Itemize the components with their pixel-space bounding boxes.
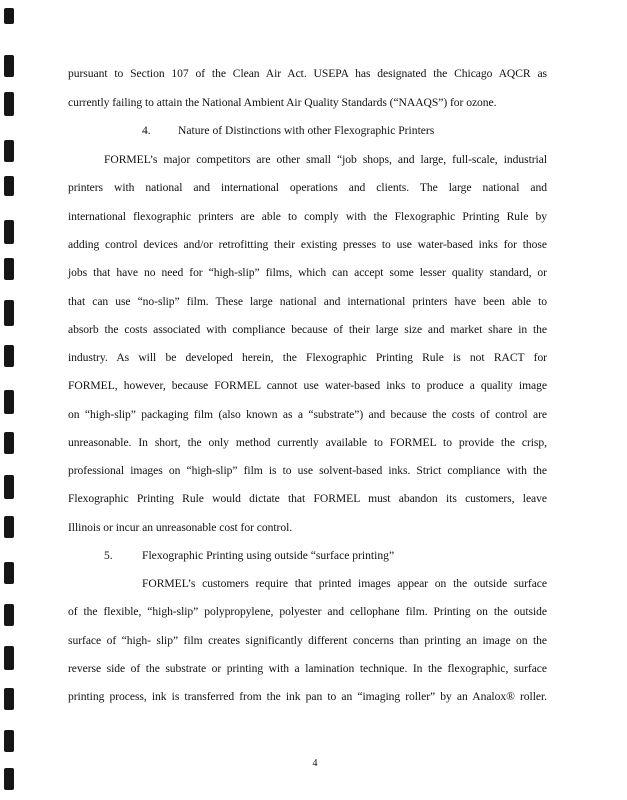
binding-mark (4, 390, 14, 414)
body-text-line: industry. As will be developed herein, the Flexographic Printing Rule is not RACT for (68, 351, 547, 364)
body-text-line: unreasonable. In short, the only method currently available to FORMEL to provide the crisp, (68, 436, 547, 449)
body-text-line: surface of “high- slip” film creates significantly different concerns than printing an image on the (68, 634, 547, 647)
binding-mark (4, 176, 14, 196)
binding-mark (4, 300, 14, 326)
binding-mark (4, 646, 14, 670)
body-text-line: Flexographic Printing Rule would dictate that FORMEL must abandon its customers, leave (68, 492, 547, 505)
binding-mark (4, 55, 14, 77)
body-text-line: currently failing to attain the National Ambient Air Quality Standards (“NAAQS”) for ozone. (68, 96, 497, 109)
binding-mark (4, 8, 14, 24)
body-text-line: of the flexible, “high-slip” polypropylene, polyester and cellophane film. Printing on the outside (68, 605, 547, 618)
body-text-line: printers with national and international operations and clients. The large national and (68, 181, 547, 194)
body-text-line: Illinois or incur an unreasonable cost for control. (68, 521, 293, 534)
binding-mark (4, 220, 14, 244)
binding-marks (4, 0, 18, 800)
body-text-line: jobs that have no need for “high-slip” films, which can accept some lesser quality standard, or (68, 266, 547, 279)
body-text-line: reverse side of the substrate or printing with a lamination technique. In the flexographic, surface (68, 662, 547, 675)
body-text-line: FORMEL’s customers require that printed images appear on the outside surface (142, 577, 547, 590)
binding-mark (4, 140, 14, 162)
body-text-line: printing process, ink is transferred from the ink pan to an “imaging roller” by an Analox® roller. (68, 690, 547, 703)
binding-mark (4, 604, 14, 626)
body-text-line: adding control devices and/or retrofitting their existing presses to use water-based inks for those (68, 238, 547, 251)
section-heading: Nature of Distinctions with other Flexographic Printers (178, 124, 435, 137)
binding-mark (4, 562, 14, 584)
binding-mark (4, 258, 14, 280)
body-text-line: on “high-slip” packaging film (also known as a “substrate”) and because the costs of control are (68, 408, 547, 421)
body-text-line: pursuant to Section 107 of the Clean Air Act. USEPA has designated the Chicago AQCR as (68, 67, 547, 80)
body-text-line: international flexographic printers are able to comply with the Flexographic Printing Rule by (68, 210, 547, 223)
binding-mark (4, 730, 14, 752)
body-text-line: that can use “no-slip” film. These large national and international printers have been able to (68, 295, 547, 308)
body-text-line: FORMEL’s major competitors are other small “job shops, and large, full-scale, industrial (104, 153, 547, 166)
binding-mark (4, 92, 14, 116)
binding-mark (4, 345, 14, 367)
body-text-line: professional images on “high-slip” film is to use solvent-based inks. Strict compliance with the (68, 464, 547, 477)
page-number: 4 (312, 758, 318, 769)
binding-mark (4, 688, 14, 710)
binding-mark (4, 516, 14, 538)
body-text-line: absorb the costs associated with compliance because of their large size and market share in the (68, 323, 547, 336)
body-text-line: FORMEL, however, because FORMEL cannot use water-based inks to produce a quality image (68, 379, 547, 392)
section-number: 5. (104, 549, 113, 562)
section-heading: Flexographic Printing using outside “surface printing” (142, 549, 395, 562)
binding-mark (4, 432, 14, 454)
binding-mark (4, 768, 14, 790)
section-number: 4. (142, 124, 151, 137)
binding-mark (4, 475, 14, 499)
